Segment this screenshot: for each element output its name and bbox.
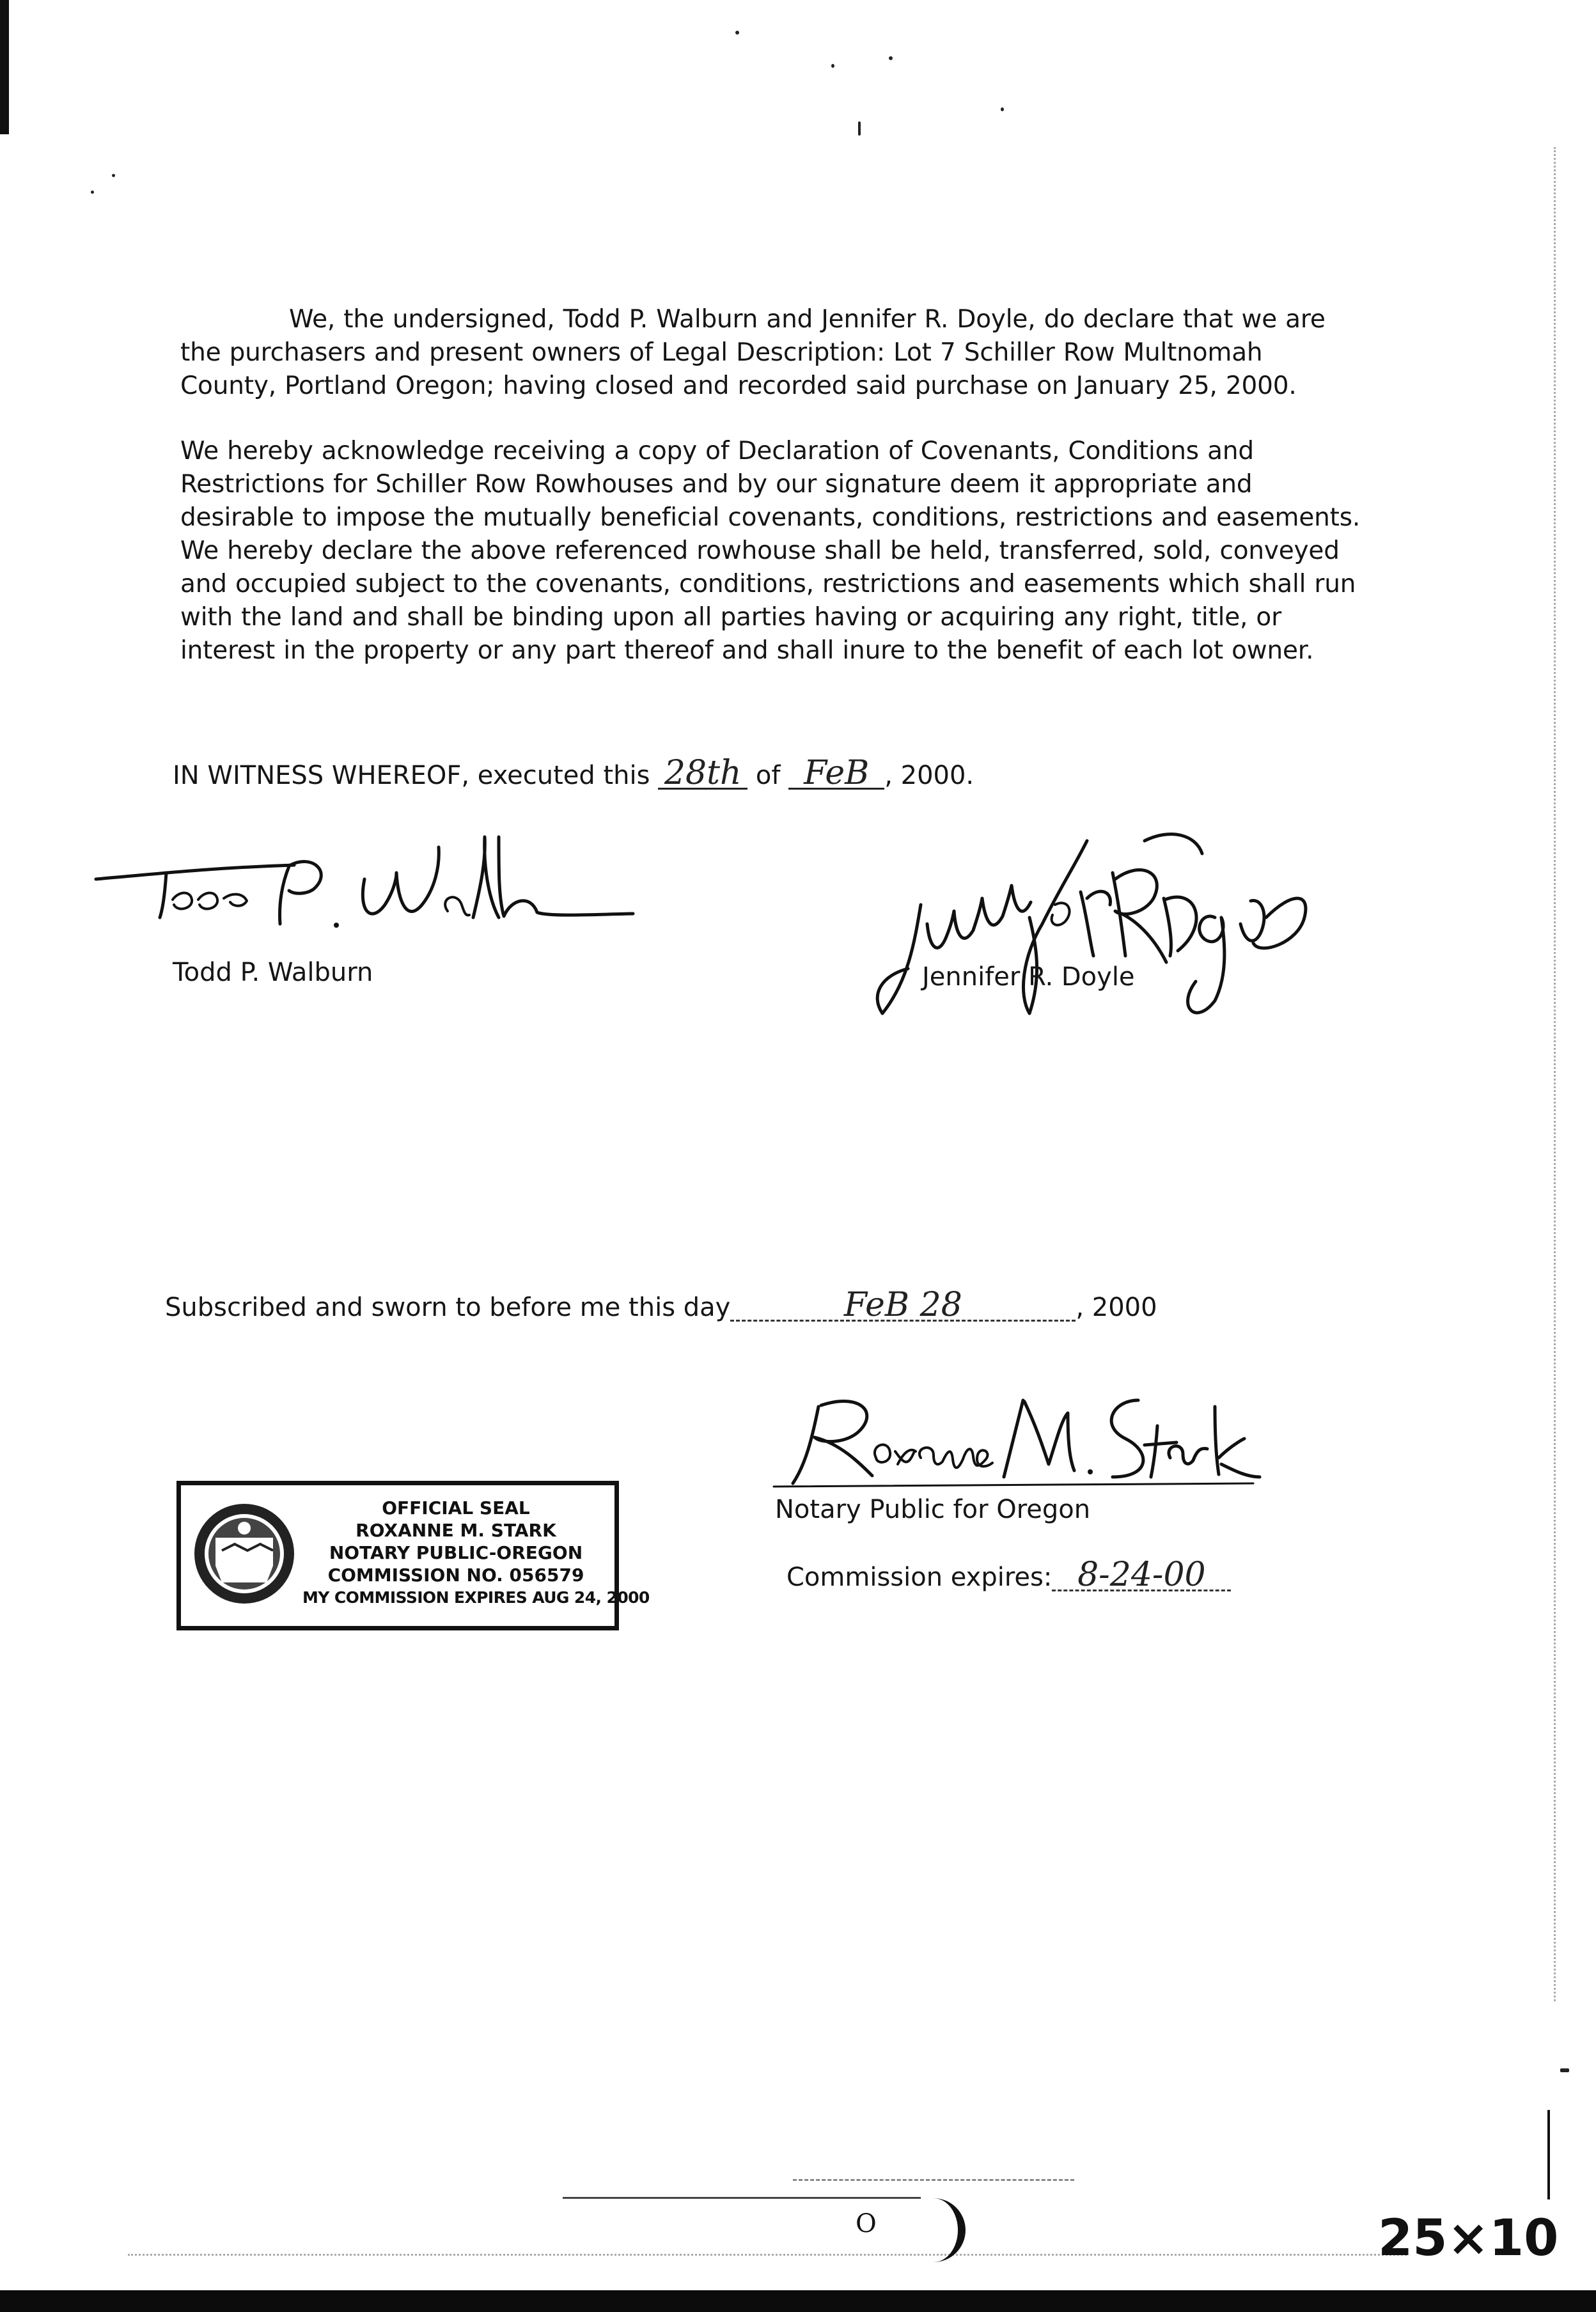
scan-speck	[831, 64, 834, 68]
scan-bottom-edge	[0, 2290, 1596, 2312]
sworn-date-field: FeB 28	[730, 1290, 1076, 1322]
footer-bracket-mark	[927, 2198, 966, 2262]
signer1-name-label: Todd P. Walburn	[173, 958, 373, 987]
signature-roxanne-stark	[767, 1387, 1266, 1496]
declaration-paragraph-1: We, the undersigned, Todd P. Walburn and Jennifer R. Doyle, do declare that we are the purchasers and present owners of Legal Description: Lot 7 Schiller Row Multnomah County, Portland Oregon; having closed and recorded said purchase on January 25, 2000.	[180, 305, 1326, 400]
witness-month-field: FeB	[788, 758, 884, 790]
witness-year: , 2000.	[884, 761, 974, 790]
scan-speck	[91, 191, 94, 194]
seal-line-5: MY COMMISSION EXPIRES AUG 24, 2000	[302, 1588, 650, 1607]
seal-line-2: ROXANNE M. STARK	[356, 1520, 556, 1541]
scan-left-edge	[0, 0, 9, 134]
footer-solid-rule	[563, 2197, 921, 2199]
seal-line-1: OFFICIAL SEAL	[382, 1497, 530, 1519]
footer-right-vertical-mark	[1547, 2110, 1550, 2199]
scan-speck	[1001, 107, 1004, 111]
sworn-prefix: Subscribed and sworn to before me this day	[165, 1293, 731, 1322]
commission-line	[786, 1556, 1231, 1594]
witness-prefix: IN WITNESS WHEREOF, executed this	[173, 761, 650, 790]
declaration-paragraph-2: We hereby acknowledge receiving a copy of Declaration of Covenants, Conditions and Restrictions for Schiller Row Rowhouses and by our signature deem it appropriate and desirable to impose the mutually beneficial covenants, conditions, restrictions and easements. We hereby declare the above referenced rowhouse shall be held, transferred, sold, conveyed and occupied subject to the covenants, conditions, restrictions and easements which shall run with the land and shall be binding upon all parties having or acquiring any right, title, or interest in the property or any part thereof and shall inure to the benefit of each lot owner.	[180, 437, 1361, 665]
scan-speck	[735, 31, 739, 35]
footer-dotted-rule	[128, 2254, 1407, 2256]
footer-center-mark: O	[856, 2209, 877, 2238]
signature-todd-walburn	[90, 828, 652, 943]
scan-right-edge	[1554, 147, 1558, 2001]
state-seal-emblem	[190, 1499, 299, 1608]
witness-day-field: 28th	[658, 758, 747, 790]
witness-of-label: of	[755, 761, 781, 790]
footer-page-code: 25×10	[1378, 2210, 1559, 2267]
seal-line-4: COMMISSION NO. 056579	[327, 1565, 584, 1586]
seal-text-block	[302, 1497, 650, 1609]
witness-line	[173, 754, 974, 792]
notary-title-label: Notary Public for Oregon	[775, 1495, 1091, 1524]
commission-date-field: 8-24-00	[1052, 1560, 1231, 1591]
seal-line-3: NOTARY PUBLIC-OREGON	[329, 1542, 583, 1563]
footer-dashed-rule	[793, 2179, 1074, 2181]
sworn-year: , 2000	[1076, 1293, 1157, 1322]
commission-label: Commission expires:	[786, 1563, 1052, 1592]
scan-speck	[112, 174, 115, 177]
scan-speck	[889, 56, 893, 60]
sworn-line	[165, 1286, 1157, 1324]
signer2-name-label: Jennifer R. Doyle	[922, 962, 1135, 992]
scan-speck	[858, 121, 861, 136]
scan-speck	[1560, 2068, 1569, 2072]
official-seal-stamp	[176, 1481, 650, 1630]
